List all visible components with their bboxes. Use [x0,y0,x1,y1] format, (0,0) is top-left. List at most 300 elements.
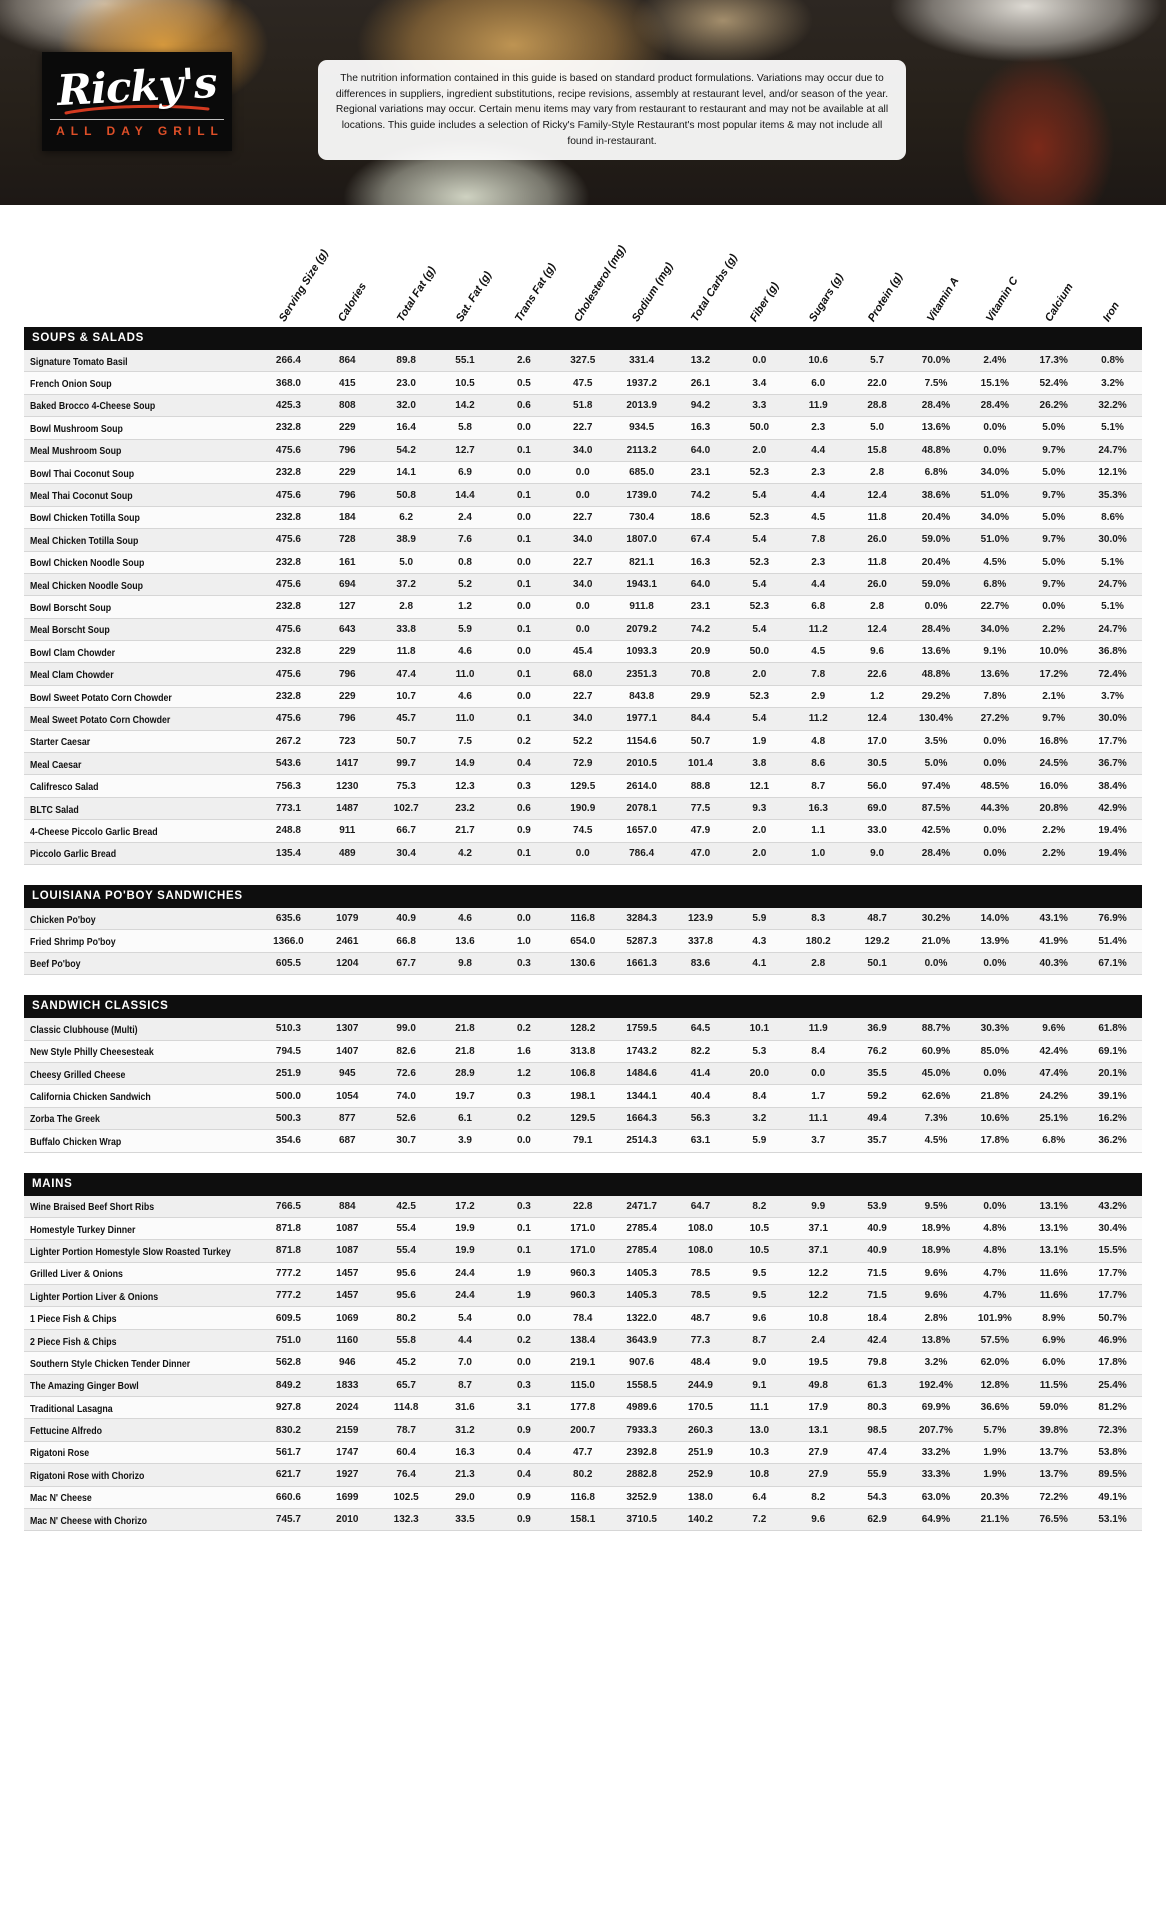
item-value: 16.2% [1098,1112,1127,1124]
item-value: 3.7 [811,1135,826,1147]
item-value: 2.8 [870,601,885,613]
item-value: 1664.3 [626,1112,657,1124]
item-value: 5.4 [752,623,767,635]
item-value: 17.3% [1039,355,1068,367]
item-value: 5.0% [1042,422,1066,434]
item-value: 5.4 [752,713,767,725]
item-value: 0.1 [516,579,531,591]
item-value: 84.4 [690,713,711,725]
item-value: 47.7 [573,1446,593,1458]
item-value: 56.0 [867,780,887,792]
item-value: 0.1 [516,623,531,635]
item-value: 59.0% [1039,1402,1068,1414]
item-value: 2.0 [752,668,767,680]
item-value: 6.0 [811,377,826,389]
logo-tagline: ALL DAY GRILL [50,119,224,138]
item-value: 1.9% [983,1469,1007,1481]
item-name-label: Southern Style Chicken Tender Dinner [30,1358,191,1370]
column-header [848,213,907,327]
item-value: 13.0 [749,1424,770,1436]
item-value: 59.0% [921,579,951,591]
item-value: 2010.5 [626,758,657,770]
item-value: 47.9 [690,825,711,837]
item-value: 47.0 [690,847,711,859]
item-value: 43.1% [1039,913,1068,925]
table-row [24,1285,1142,1307]
item-value: 129.5 [570,1112,596,1124]
item-value: 10.5 [749,1223,770,1235]
item-value: 0.0 [516,1135,531,1147]
item-value: 9.5 [752,1267,767,1279]
item-value: 11.0 [455,713,475,725]
item-value: 808 [338,399,356,411]
item-value: 1661.3 [626,957,657,969]
item-value: 796 [338,668,356,680]
item-value: 30.2% [921,913,951,925]
item-value: 0.0 [516,691,531,703]
item-value: 1487 [336,803,359,814]
item-value: 21.8 [455,1045,475,1057]
item-value: 7.8% [983,691,1007,703]
item-value: 911.8 [629,601,654,613]
item-value: 62.0% [980,1357,1009,1369]
item-value: 24.7% [1098,623,1127,635]
item-value: 5.4 [458,1312,472,1324]
item-value: 252.9 [687,1469,713,1481]
item-value: 14.4 [455,489,475,501]
item-value: 56.3 [690,1112,711,1124]
item-value: 830.2 [275,1424,301,1436]
column-header-label: Sodium (mg) [630,260,677,324]
item-value: 22.7 [573,556,593,568]
item-value: 30.4 [396,847,416,859]
item-name-label: French Onion Soup [30,379,112,391]
section-header: SANDWICH CLASSICS [24,995,1142,1018]
item-value: 745.7 [275,1514,301,1526]
item-value: 180.2 [805,935,831,947]
item-value: 654.0 [570,935,596,947]
table-row [24,708,1142,730]
item-value: 59.2 [867,1090,887,1102]
item-value: 36.7% [1098,758,1127,770]
item-value: 9.6% [924,1267,948,1279]
item-value: 18.6 [690,511,711,523]
item-value: 72.6 [396,1068,416,1080]
item-value: 127 [338,601,356,613]
item-value: 69.1% [1098,1045,1127,1057]
item-value: 475.6 [275,489,301,501]
item-value: 2.8 [399,601,414,613]
item-value: 3710.5 [626,1514,657,1526]
item-value: 3.2% [1101,377,1124,389]
item-name-label: Fettucine Alfredo [30,1426,103,1438]
item-value: 0.3 [516,780,531,792]
item-name-label: Chicken Po'boy [30,914,96,926]
item-value: 138.0 [687,1491,713,1503]
item-value: 60.9% [921,1045,951,1057]
item-name [24,1376,259,1394]
item-value: 50.7 [690,735,711,747]
item-value: 54.2 [396,444,416,456]
item-value: 85.0% [980,1045,1009,1057]
item-value: 12.2 [808,1290,828,1302]
item-value: 78.5 [690,1290,711,1302]
item-value: 5.0% [924,758,948,770]
item-value: 22.0 [867,377,887,389]
item-value: 2.3 [811,422,826,434]
item-name [24,620,259,638]
item-value: 24.4 [455,1290,475,1302]
item-name-label: BLTC Salad [30,804,79,816]
item-value: 0.6 [516,399,531,411]
item-value: 11.2 [808,713,828,725]
item-value: 8.7 [752,1335,767,1347]
item-value: 16.3 [808,803,828,814]
table-row [24,1085,1142,1107]
item-value: 33.2% [921,1446,951,1458]
item-value: 24.7% [1098,444,1127,456]
item-value: 114.8 [393,1402,419,1414]
item-name [24,1399,259,1417]
item-name [24,374,259,392]
item-value: 30.3% [980,1023,1009,1035]
item-value: 8.2 [752,1200,767,1212]
item-value: 42.4% [1039,1045,1068,1057]
item-value: 22.8 [573,1200,593,1212]
item-name-label: Meal Chicken Totilla Soup [30,535,139,547]
item-value: 5287.3 [626,935,657,947]
item-value: 22.7 [573,422,593,434]
item-value: 15.5% [1098,1245,1127,1257]
item-value: 1307 [336,1023,359,1035]
item-value: 38.4% [1098,780,1127,792]
item-value: 9.6 [870,646,885,658]
item-value: 0.0 [516,556,531,568]
item-value: 1054 [336,1090,359,1102]
item-value: 26.0 [867,579,887,591]
item-value: 57.5% [980,1335,1009,1347]
menu-section [24,327,1142,865]
item-value: 13.6% [921,646,951,658]
item-name-label: Zorba The Greek [30,1114,100,1126]
item-value: 1407 [336,1045,359,1057]
column-header-label: Total Carbs (g) [689,252,741,324]
item-value: 475.6 [275,534,301,546]
item-value: 960.3 [570,1267,596,1279]
item-value: 425.3 [275,399,301,411]
item-value: 77.5 [690,803,711,814]
item-value: 129.2 [864,935,890,947]
item-value: 0.0% [924,957,948,969]
item-value: 543.6 [275,758,301,770]
item-value: 0.0% [1042,601,1066,613]
item-value: 796 [338,444,356,456]
item-name [24,932,259,950]
item-value: 82.2 [690,1045,711,1057]
item-name-label: Bowl Mushroom Soup [30,423,123,435]
item-value: 79.1 [573,1135,593,1147]
item-value: 9.1% [983,646,1007,658]
item-value: 2.2% [1042,623,1066,635]
item-value: 28.4% [980,399,1009,411]
section-header: SOUPS & SALADS [24,327,1142,350]
item-value: 229 [338,422,356,434]
item-value: 1.2 [516,1068,531,1080]
item-value: 83.6 [690,957,711,969]
item-value: 27.2% [980,713,1009,725]
item-value: 0.2 [516,1335,531,1347]
item-name-label: Classic Clubhouse (Multi) [30,1024,138,1036]
item-name-label: Piccolo Garlic Bread [30,849,117,861]
item-value: 4.8% [983,1223,1007,1235]
item-value: 16.3 [690,422,711,434]
item-value: 47.4% [1039,1068,1068,1080]
item-name-label: Meal Thai Coconut Soup [30,491,133,503]
item-value: 0.6 [516,803,531,814]
item-name-label: Lighter Portion Homestyle Slow Roasted Turkey [30,1246,231,1258]
item-value: 5.9 [752,913,767,925]
item-value: 0.3 [516,1090,531,1102]
item-value: 4.6 [458,691,472,703]
item-name [24,441,259,459]
item-value: 0.1 [516,1245,531,1257]
item-value: 76.9% [1098,913,1127,925]
item-value: 2.4% [983,355,1007,367]
item-name [24,800,259,818]
item-value: 65.7 [396,1379,416,1391]
item-value: 70.0% [921,355,951,367]
item-value: 24.7% [1098,579,1127,591]
item-value: 5.9 [752,1135,767,1147]
item-value: 13.2 [690,355,711,367]
item-value: 11.8 [867,556,887,568]
item-value: 0.0 [516,1312,531,1324]
item-value: 34.0 [573,534,593,546]
item-value: 2.3 [811,556,826,568]
item-value: 42.9% [1098,803,1127,814]
item-value: 19.4% [1098,847,1127,859]
item-value: 54.3 [867,1491,887,1503]
item-value: 229 [338,646,356,658]
item-value: 10.6 [808,355,828,367]
item-value: 5.3 [752,1045,767,1057]
item-value: 21.8 [455,1023,475,1035]
item-value: 108.0 [687,1245,713,1257]
item-value: 10.5 [455,377,475,389]
item-value: 200.7 [570,1424,596,1436]
item-value: 161 [338,556,356,568]
table-row [24,775,1142,797]
item-value: 64.7 [690,1200,711,1212]
item-value: 10.6% [980,1112,1009,1124]
item-value: 1457 [336,1290,359,1302]
item-value: 52.4% [1039,377,1068,389]
item-value: 232.8 [275,511,301,523]
item-value: 0.1 [516,713,531,725]
item-value: 1087 [336,1223,359,1235]
item-value: 849.2 [275,1379,301,1391]
item-value: 0.0% [983,735,1007,747]
item-value: 43.2% [1098,1200,1127,1212]
item-name-label: Homestyle Turkey Dinner [30,1224,136,1236]
item-value: 16.3 [690,556,711,568]
item-value: 2010 [336,1514,359,1526]
item-value: 171.0 [570,1245,596,1257]
item-value: 39.8% [1039,1424,1068,1436]
item-value: 66.7 [396,825,416,837]
column-header [318,213,377,327]
item-value: 101.9% [977,1312,1012,1324]
item-value: 76.4 [396,1469,416,1481]
item-value: 98.5 [867,1424,887,1436]
item-value: 50.7 [396,735,416,747]
item-value: 0.0 [516,601,531,613]
item-value: 55.8 [396,1335,416,1347]
item-name-label: California Chicken Sandwich [30,1092,151,1104]
item-name [24,352,259,370]
item-value: 30.5 [867,758,887,770]
table-row [24,1397,1142,1419]
item-value: 1079 [336,913,359,925]
item-name-label: 4-Cheese Piccolo Garlic Bread [30,826,158,838]
item-value: 0.1 [516,489,531,501]
item-value: 4.8 [811,735,826,747]
item-value: 45.7 [396,713,416,725]
item-value: 12.1 [749,780,770,792]
item-value: 267.2 [275,735,301,747]
section-header: MAINS [24,1173,1142,1196]
item-value: 29.2% [921,691,951,703]
item-value: 864 [338,355,356,367]
item-value: 2785.4 [626,1223,657,1235]
item-value: 0.4 [516,758,531,770]
item-value: 48.4 [690,1357,711,1369]
item-value: 74.2 [690,623,711,635]
item-name-label: Meal Chicken Noodle Soup [30,580,143,592]
item-name-label: Bowl Thai Coconut Soup [30,468,135,480]
item-value: 97.4% [921,780,951,792]
item-value: 50.7% [1098,1312,1127,1324]
item-value: 123.9 [687,913,713,925]
item-value: 1093.3 [626,646,657,658]
item-value: 2461 [336,935,359,947]
table-row [24,1130,1142,1152]
item-value: 9.5 [752,1290,767,1302]
item-value: 0.1 [516,444,531,456]
item-name-label: Bowl Borscht Soup [30,602,112,614]
item-value: 16.8% [1039,735,1068,747]
item-value: 19.4% [1098,825,1127,837]
item-name-label: 2 Piece Fish & Chips [30,1336,117,1348]
item-value: 5.4 [752,534,767,546]
item-value: 28.4% [921,399,951,411]
item-name [24,1065,259,1083]
item-value: 40.3% [1039,957,1068,969]
item-value: 232.8 [275,556,301,568]
item-value: 67.1% [1098,957,1127,969]
table-row [24,372,1142,394]
column-header [1024,213,1083,327]
item-value: 140.2 [687,1514,713,1526]
item-value: 313.8 [570,1045,596,1057]
item-value: 9.3 [752,803,767,814]
item-value: 232.8 [275,422,301,434]
item-value: 3252.9 [626,1491,657,1503]
item-value: 11.2 [808,623,828,635]
item-value: 17.7% [1098,1267,1127,1279]
item-value: 184 [338,511,356,523]
item-value: 219.1 [570,1357,596,1369]
item-value: 1.0 [516,935,531,947]
item-value: 80.2 [396,1312,416,1324]
item-name-label: Bowl Chicken Noodle Soup [30,558,145,570]
item-value: 60.4 [396,1446,416,1458]
item-value: 562.8 [275,1357,301,1369]
item-value: 510.3 [275,1023,301,1035]
item-value: 94.2 [690,399,711,411]
table-row [24,596,1142,618]
item-value: 12.4 [867,713,887,725]
item-value: 6.8% [983,579,1007,591]
item-value: 756.3 [275,780,301,792]
item-value: 5.0% [1042,467,1066,479]
item-value: 26.0 [867,534,887,546]
item-value: 9.8 [458,957,472,969]
item-value: 8.4 [811,1045,826,1057]
item-value: 5.1% [1101,422,1124,434]
item-value: 53.1% [1098,1514,1127,1526]
item-value: 20.0 [749,1068,770,1080]
item-value: 63.0% [921,1491,951,1503]
item-value: 3.1 [516,1402,531,1414]
item-value: 49.4 [867,1112,887,1124]
item-value: 50.0 [749,646,770,658]
item-value: 34.0% [980,467,1009,479]
item-value: 37.1 [808,1245,828,1257]
item-value: 115.0 [570,1379,595,1391]
item-value: 12.3 [455,780,475,792]
item-value: 945 [338,1068,356,1080]
item-value: 32.0 [396,399,416,411]
item-value: 11.6% [1039,1290,1068,1302]
item-value: 0.2 [516,1112,531,1124]
item-value: 55.9 [867,1469,887,1481]
item-name-label: Bowl Sweet Potato Corn Chowder [30,692,172,704]
table-row [24,641,1142,663]
item-value: 4.4 [811,489,826,501]
item-value: 13.1% [1039,1200,1068,1212]
item-value: 25.4% [1098,1379,1127,1391]
table-row [24,552,1142,574]
item-name [24,1488,259,1506]
item-value: 232.8 [275,691,301,703]
item-value: 4.4 [811,444,826,456]
item-value: 0.0% [983,957,1007,969]
item-value: 66.8 [396,935,416,947]
item-value: 0.1 [516,534,531,546]
item-value: 28.8 [867,399,887,411]
item-value: 55.1 [455,355,475,367]
item-value: 0.0 [575,847,590,859]
item-name [24,1087,259,1105]
item-value: 2159 [336,1424,359,1436]
item-value: 33.8 [396,623,416,635]
menu-section [24,1173,1142,1532]
item-value: 50.0 [749,422,770,434]
item-value: 500.0 [275,1090,301,1102]
item-value: 0.0% [983,758,1007,770]
item-value: 475.6 [275,623,301,635]
